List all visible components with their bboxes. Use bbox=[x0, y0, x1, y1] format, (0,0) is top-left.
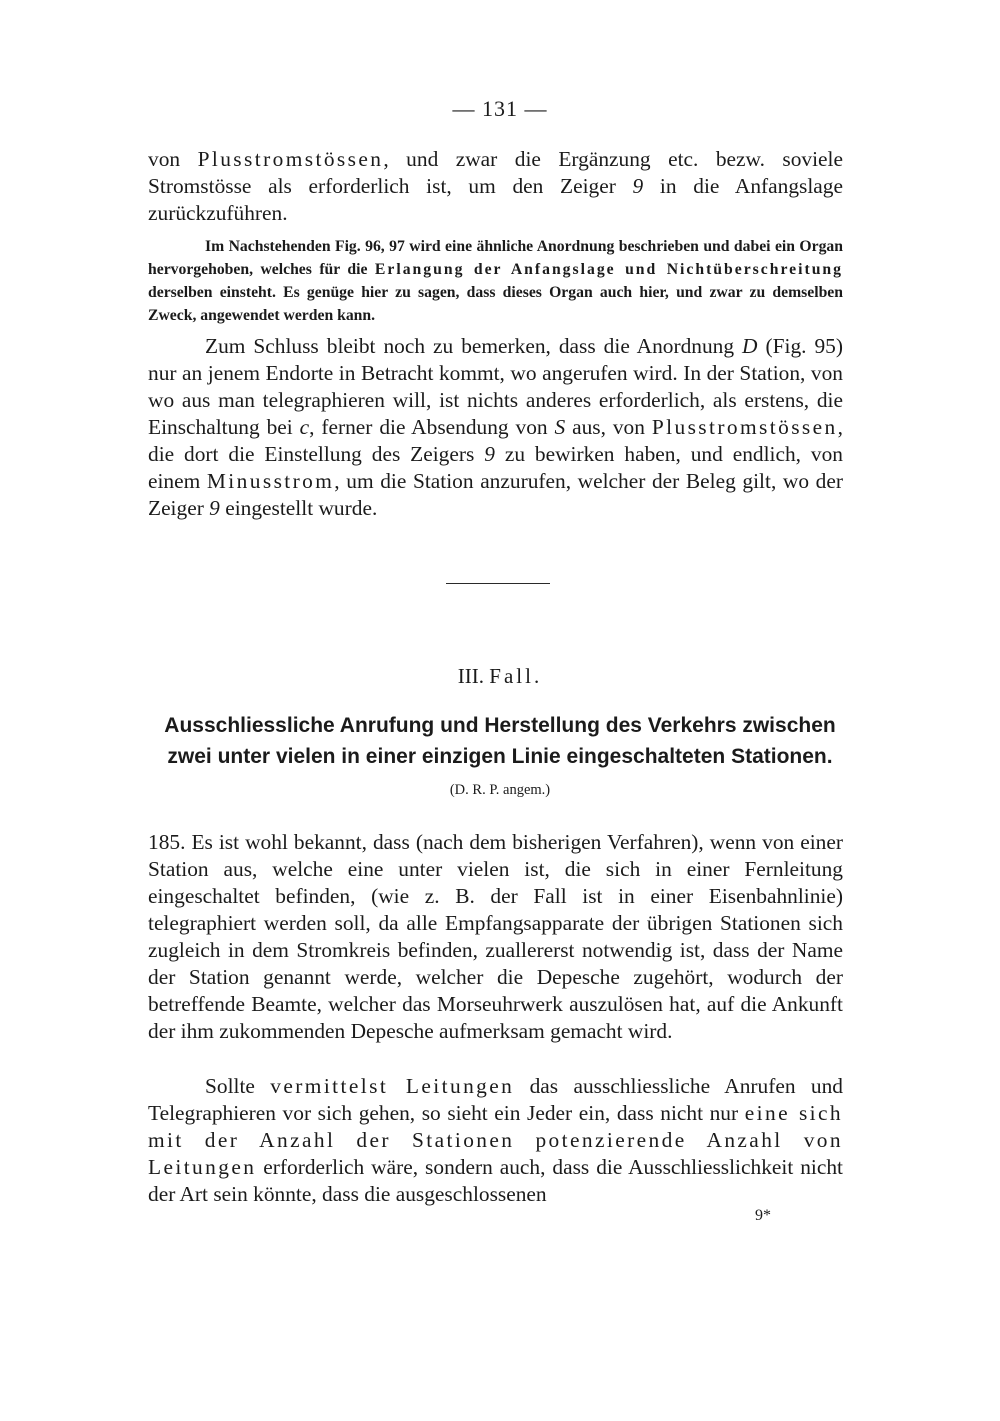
spaced-term: Erlangung der Anfangslage und Nichtüberschreitung bbox=[374, 261, 843, 278]
paragraph-185 bbox=[148, 829, 843, 1045]
text-run: in die Anfangslage zurückzuführen. bbox=[148, 174, 843, 225]
text-run: , und zwar die Ergänzung etc. bezw. soviele Stromstösse als erforderlich ist, um den Zeiger bbox=[148, 147, 843, 198]
case-number: III. bbox=[457, 664, 485, 688]
spaced-term: vermittelst Leitungen bbox=[270, 1074, 515, 1098]
symbol-c: c bbox=[299, 415, 310, 439]
symbol-s: S bbox=[554, 415, 566, 439]
text-run: zu bewirken haben, und endlich, von einem bbox=[148, 442, 843, 493]
symbol-zeiger: 9 bbox=[484, 442, 495, 466]
text-run: von bbox=[148, 147, 198, 171]
case-label: Fall. bbox=[489, 664, 543, 688]
section-divider-rule bbox=[446, 583, 550, 584]
signature-mark: 9* bbox=[755, 1207, 771, 1224]
section-heading bbox=[160, 710, 840, 806]
paragraph-leitungen bbox=[148, 1073, 843, 1208]
paragraph-conclusion bbox=[148, 333, 843, 522]
text-run: Im Nachstehenden Fig. 96, 97 wird eine ähnliche Anordnung beschrieben und dabei ein Organ hervorgehoben, welches für die bbox=[148, 238, 843, 278]
text-run: 185. Es ist wohl bekannt, dass (nach dem bisherigen Verfahren), wenn von einer Station aus, welche eine unter vielen ist, die sich in einer Fernleitung eingeschaltet befinden, (wie z. B. der Fall ist in einer Eisenbahnlinie) telegraphiert werden soll, da alle Empfangsapparate der übrigen Stationen sich zugleich in dem Stromkreis befinden, zuallererst notwendig ist, dass der Name der Station genannt werde, welcher die Depesche zugehört, wodurch der betreffende Beamte, welcher das Morseuhrwerk auszulösen hat, auf die Ankunft der ihm zukommenden Depesche aufmerksam gemacht wird. bbox=[148, 830, 843, 1043]
text-run: , ferner die Absendung von bbox=[309, 415, 555, 439]
text-run: aus, von bbox=[565, 415, 652, 439]
text-run: Sollte bbox=[205, 1074, 271, 1098]
section-heading-text: Ausschliessliche Anrufung und Herstellung des Verkehrs zwischen zwei unter vielen in einer einzigen Linie eingeschalteten Stationen. bbox=[164, 714, 836, 768]
patent-note: (D. R. P. angem.) bbox=[449, 782, 551, 798]
case-title bbox=[0, 664, 1000, 689]
text-run: erforderlich wäre, sondern auch, dass die Ausschliesslichkeit nicht der Art sein könnte, dass die ausgeschlossenen bbox=[148, 1155, 843, 1206]
text-run: eingestellt wurde. bbox=[219, 496, 378, 520]
symbol-zeiger: 9 bbox=[632, 174, 644, 198]
text-run: derselben einsteht. Es genüge hier zu sagen, dass dieses Organ auch hier, und zwar zu demselben Zweck, angewendet werden kann. bbox=[148, 284, 843, 324]
page-number: — 131 — bbox=[452, 96, 548, 121]
text-run: , um die Station anzurufen, welcher der Beleg gilt, wo der Zeiger bbox=[148, 469, 843, 520]
text-run: , die dort die Einstellung des Zeigers bbox=[148, 415, 843, 466]
text-run: (Fig. 95) nur an jenem Endorte in Betracht kommt, wo angerufen wird. In der Station, von wo aus man telegraphieren will, ist nichts anderes erforderlich, als erstens, die Einschaltung bei bbox=[148, 334, 843, 439]
spaced-term: Minusstrom bbox=[206, 469, 335, 493]
text-run: das ausschliessliche Anrufen und Telegraphieren vor sich gehen, so sieht ein Jeder ein, dass nicht nur bbox=[148, 1074, 843, 1125]
symbol-d: D bbox=[742, 334, 758, 358]
paragraph-continuation bbox=[148, 146, 843, 227]
symbol-zeiger: 9 bbox=[209, 496, 220, 520]
text-run: Zum Schluss bleibt noch zu bemerken, dass die Anordnung bbox=[205, 334, 743, 358]
spaced-term: Plusstromstössen bbox=[197, 147, 384, 171]
spaced-term: eine sich mit der Anzahl der Stationen potenzierende Anzahl von Leitungen bbox=[148, 1101, 844, 1179]
spaced-term: Plusstromstössen bbox=[651, 415, 838, 439]
paragraph-small-note bbox=[148, 235, 843, 327]
